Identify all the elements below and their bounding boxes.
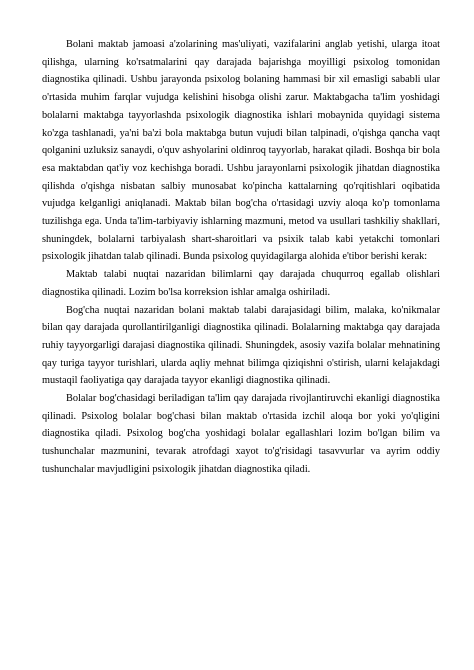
paragraph-school-requirement: Maktab talabi nuqtai nazaridan bilimlarni qay darajada chuqurroq egallab olishlari diagnostika qilinadi. Lozim bo'lsa korreksion ishlar amalga oshiriladi. [42,269,440,298]
paragraph-developmental-education: Bolalar bog'chasidagi beriladigan ta'lim qay darajada rivojlantiruvchi ekanligi diagnostika qilinadi. Psixolog bolalar bog'chasi bilan maktab o'rtasida izchil aloqa bor yoki yo'qligini diagnostika qiladi. Psixolog bog'cha yoshidagi bolalar egallashlari lozim bo'lgan bilim va tushunchalar mazmunini, tevarak atrofdagi xayot to'g'risidagi tasavvurlar va ayrim oddiy tushunchalar mavjudligini psixologik jihatdan diagnostika qiladi. [42,393,440,475]
paragraph-kindergarten-view: Bog'cha nuqtai nazaridan bolani maktab talabi darajasidagi bilim, malaka, ko'nikmalar bilan qay darajada qurollantirilganligi diagnostika qilinadi. Bolalarning maktabga qay darajada ruhiy tayyorgarligi darajasi diagnostika qilinadi. Shuningdek, asosiy vazifa bolalar mehnatining qay turiga tayyor turishlari, ularda aqliy mehnat bilimga qiziqishni o'stirish, ularni kelajakdagi mustaqil faoliyatiga qay darajada tayyor ekanligi diagnostika qilinadi. [42,304,440,387]
document-page [42,36,440,479]
paragraph-responsibility: Bolani maktab jamoasi a'zolarining mas'uliyati, vazifalarini anglab yetishi, ularga itoat qilishga, ularning ko'rsatmalarini qay darajada bajarishga moyilligi psixolog tomonidan diagnostika qilinadi. Ushbu jarayonda psixolog bolaning hammasi bir xil emasligi sababli ular o'rtasida muhim farqlar vujudga kelishini hisobga olishi zarur. Maktabgacha ta'lim yoshidagi bolalarni maktabga tayyorlashda psixologik diagnostika ishlari mobaynida quyidagi sistema ko'zga tashlanadi, ya'ni ba'zi bola maktabga butun vujudi bilan talpinadi, o'qishga qancha vaqt qolganini uzluksiz sanaydi, o'quv ashyolarini oldinroq tayyorlab, harakat qiladi. Boshqa bir bola esa maktabdan qat'iy voz kechishga boradi. Ushbu jarayonlarni psixologik jihatdan diagnostika qilishda o'qishga nisbatan salbiy munosabat ko'pincha kattalarning qo'rqitishlari oqibatida vujudga kelganligi aniqlanadi. Maktab bilan bog'cha o'rtasidagi uzviy aloqa ko'p tomonlama tuzilishga ega. Unda ta'lim-tarbiyaviy ishlarning mazmuni, metod va usullari tashkiliy shakllari, shuningdek, bolalarni tarbiyalash shart-sharoitlari va psixik talab kabi yetakchi tomonlari psixologik jihatdan talab qilinadi. Bunda psixolog quyidagilarga alohida e'tibor berishi kerak: [42,39,440,263]
